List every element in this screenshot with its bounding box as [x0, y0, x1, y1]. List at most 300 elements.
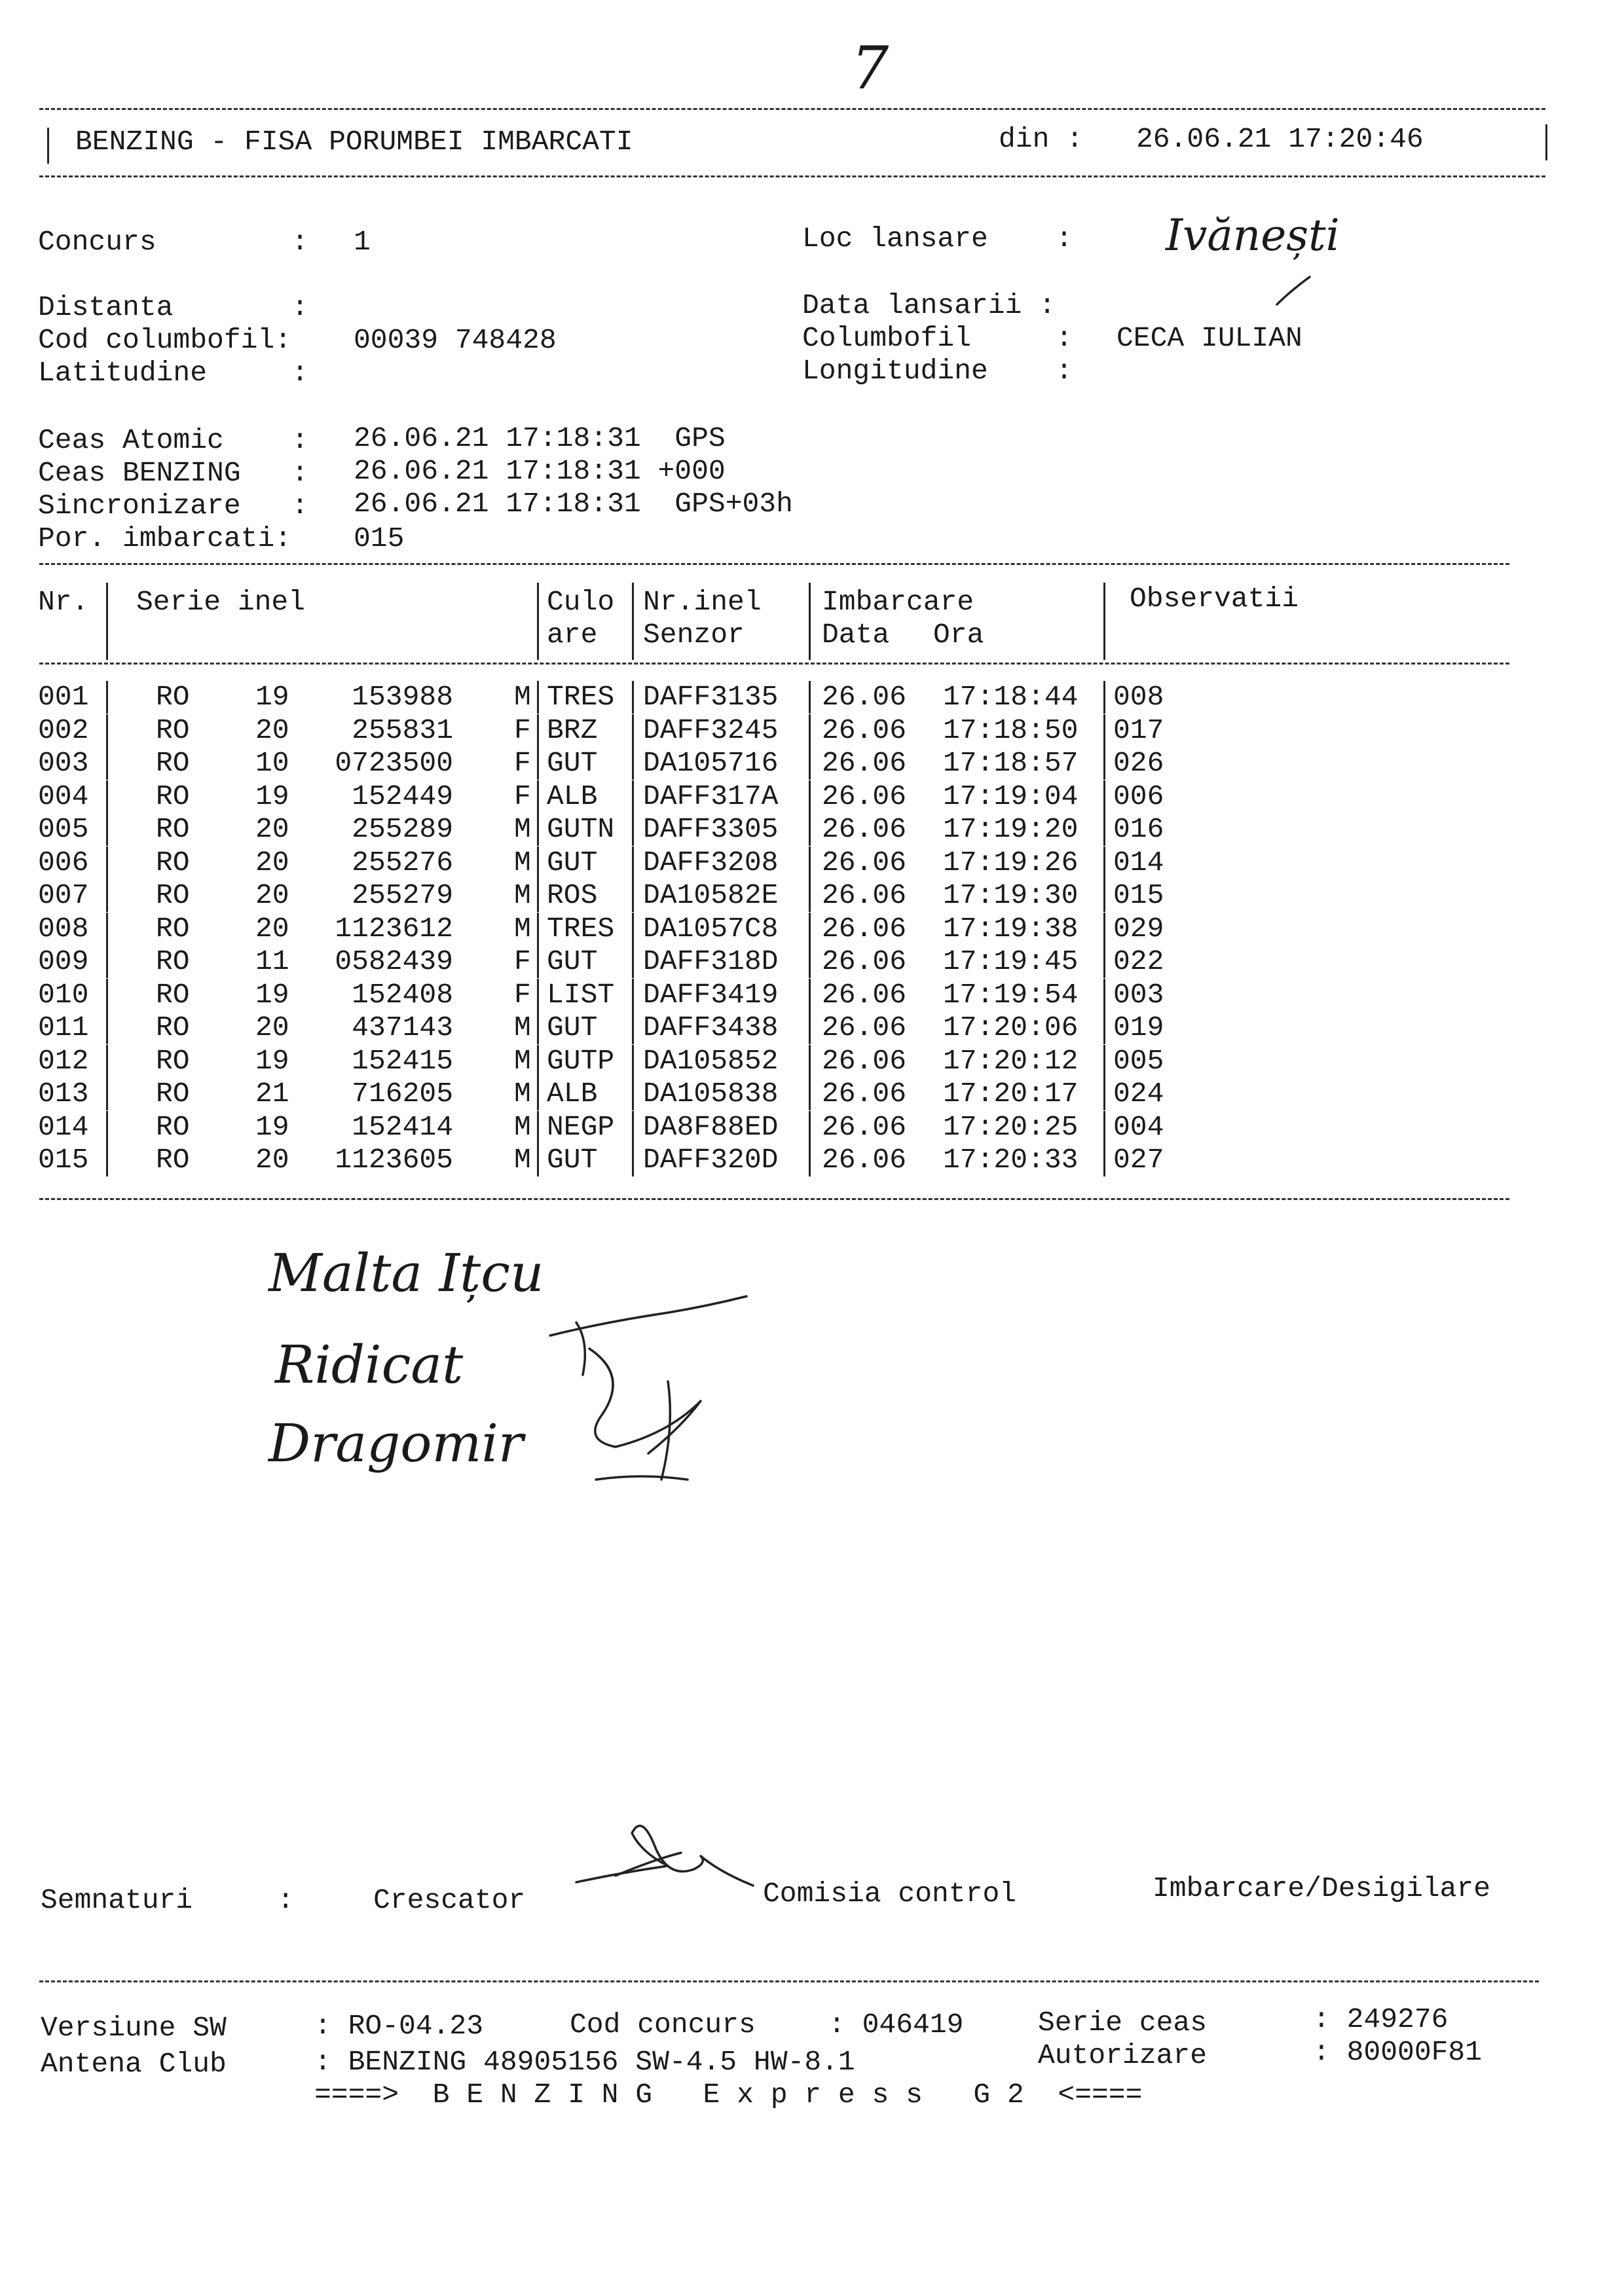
cell-an: 20: [255, 1144, 289, 1176]
cell-senzor: DAFF3438: [643, 1011, 779, 1044]
autorizare-label: Autorizare: [1038, 2039, 1208, 2071]
cell-sex: F: [514, 714, 531, 746]
cell-sep: [537, 1011, 539, 1044]
cell-sex: F: [514, 780, 531, 812]
cell-ora: 17:19:20: [943, 813, 1079, 845]
cell-sep: [632, 913, 634, 945]
cell-observatii: 016: [1113, 813, 1164, 845]
cell-observatii: 003: [1113, 978, 1164, 1011]
cell-sep: [537, 780, 539, 813]
table-border-bottom: [39, 1198, 1509, 1200]
header-serie-inel: Serie inel: [136, 586, 306, 618]
cell-senzor: DAFF3419: [643, 978, 779, 1011]
cell-sep: [1103, 945, 1105, 978]
cell-sep: [537, 747, 539, 780]
cell-sep: [106, 780, 108, 813]
cell-numar: 1123612: [335, 912, 453, 945]
cell-numar: 152449: [352, 780, 453, 812]
cell-sep: [106, 1078, 108, 1110]
cell-sep: [809, 681, 811, 714]
cell-ora: 17:20:12: [943, 1044, 1079, 1077]
cell-sep: [1103, 913, 1105, 945]
por-imbarcati-label: Por. imbarcati:: [38, 522, 292, 555]
cell-sep: [809, 1111, 811, 1144]
ceas-benzing-value: 26.06.21 17:18:31 +000: [354, 455, 726, 487]
cell-nr: 014: [38, 1110, 89, 1143]
cell-sep: [106, 1111, 108, 1144]
cell-numar: 152408: [352, 978, 453, 1011]
cell-data: 26.06: [822, 1044, 907, 1077]
cell-sep: [632, 879, 634, 912]
handwritten-tick-mark: [1270, 272, 1323, 311]
cell-tara: RO: [156, 1011, 190, 1044]
cell-sex: F: [514, 945, 531, 977]
header-ora: Ora: [933, 619, 984, 651]
cell-sep: [632, 780, 634, 813]
cell-nr: 013: [38, 1078, 89, 1110]
cell-numar: 255279: [352, 879, 453, 911]
document-title: BENZING - FISA PORUMBEI IMBARCATI: [75, 126, 633, 158]
cell-tara: RO: [156, 879, 190, 911]
cell-senzor: DAFF317A: [643, 780, 779, 812]
col-sep-2: [537, 583, 539, 660]
cell-sep: [809, 979, 811, 1011]
cell-senzor: DA1057C8: [643, 912, 779, 945]
cell-senzor: DAFF3305: [643, 813, 779, 845]
cell-sep: [632, 747, 634, 780]
cell-observatii: 026: [1113, 747, 1164, 779]
versiune-sw-label: Versiune SW: [41, 2012, 227, 2044]
cell-an: 20: [255, 912, 289, 945]
cell-senzor: DA105716: [643, 747, 779, 779]
cell-sex: M: [514, 912, 531, 945]
cell-data: 26.06: [822, 912, 907, 945]
cell-sep: [809, 714, 811, 747]
handwritten-note-line-2: Ridicat: [275, 1334, 464, 1395]
cell-tara: RO: [156, 780, 190, 812]
table-row: [0, 714, 1624, 747]
cell-sep: [632, 681, 634, 714]
ceas-atomic-value: 26.06.21 17:18:31 GPS: [354, 422, 726, 454]
header-data: Data: [822, 619, 890, 651]
cell-data: 26.06: [822, 1144, 907, 1176]
cell-sex: M: [514, 1110, 531, 1143]
cod-columbofil-value: 00039 748428: [354, 324, 557, 356]
cell-ora: 17:20:25: [943, 1110, 1079, 1143]
cell-observatii: 004: [1113, 1110, 1164, 1143]
cell-sep: [537, 1111, 539, 1144]
cod-concurs-value: : 046419: [828, 2009, 964, 2041]
cell-tara: RO: [156, 681, 190, 713]
cell-data: 26.06: [822, 714, 907, 746]
cell-tara: RO: [156, 1144, 190, 1176]
cell-sep: [1103, 747, 1105, 780]
col-sep-1: [106, 583, 108, 660]
table-row: [0, 1045, 1624, 1078]
cell-an: 11: [255, 945, 289, 977]
footer-separator: [39, 1980, 1539, 1982]
header-culoare-2: are: [547, 619, 598, 651]
cell-sex: M: [514, 1011, 531, 1044]
cell-data: 26.06: [822, 945, 907, 977]
cell-numar: 255276: [352, 846, 453, 879]
cell-numar: 0582439: [335, 945, 453, 977]
cell-sep: [809, 780, 811, 813]
cell-sep: [106, 813, 108, 846]
versiune-sw-value: : RO-04.23: [314, 2010, 484, 2042]
cell-sep: [1103, 847, 1105, 879]
header-imbarcare: Imbarcare: [822, 586, 974, 618]
cell-nr: 006: [38, 846, 89, 879]
col-sep-4: [809, 583, 811, 660]
cell-ora: 17:18:50: [943, 714, 1079, 746]
cell-nr: 004: [38, 780, 89, 812]
cell-data: 26.06: [822, 780, 907, 812]
cell-numar: 716205: [352, 1078, 453, 1110]
table-row: [0, 1078, 1624, 1110]
print-date-label: din :: [999, 123, 1084, 155]
semnaturi-label: Semnaturi :: [41, 1884, 295, 1916]
cell-tara: RO: [156, 912, 190, 945]
cell-sep: [632, 813, 634, 846]
cell-sep: [537, 813, 539, 846]
cell-data: 26.06: [822, 747, 907, 779]
cell-numar: 153988: [352, 681, 453, 713]
cell-data: 26.06: [822, 681, 907, 713]
print-date-value: 26.06.21 17:20:46: [1136, 123, 1424, 155]
cell-sep: [1103, 780, 1105, 813]
cell-nr: 005: [38, 813, 89, 845]
cell-senzor: DA105852: [643, 1044, 779, 1077]
cell-sep: [809, 1144, 811, 1176]
cell-sep: [632, 1078, 634, 1110]
cell-an: 19: [255, 780, 289, 812]
cell-data: 26.06: [822, 1110, 907, 1143]
cell-sep: [106, 1045, 108, 1078]
cell-nr: 015: [38, 1144, 89, 1176]
cod-columbofil-label: Cod columbofil:: [38, 324, 292, 356]
cell-ora: 17:19:04: [943, 780, 1079, 812]
cell-sep: [106, 1011, 108, 1044]
cell-tara: RO: [156, 747, 190, 779]
autorizare-value: : 80000F81: [1313, 2036, 1483, 2068]
cell-sep: [632, 945, 634, 978]
cell-culoare: GUT: [547, 1011, 598, 1044]
cell-an: 21: [255, 1078, 289, 1110]
col-sep-5: [1103, 583, 1105, 660]
cell-culoare: ALB: [547, 780, 598, 812]
concurs-label: Concurs :: [38, 226, 308, 258]
cell-sep: [632, 847, 634, 879]
cell-observatii: 017: [1113, 714, 1164, 746]
cell-sep: [537, 879, 539, 912]
cell-an: 10: [255, 747, 289, 779]
cell-sep: [632, 1011, 634, 1044]
cell-senzor: DA10582E: [643, 879, 779, 911]
handwritten-note-line-3: Dragomir: [268, 1413, 524, 1474]
cell-sep: [632, 979, 634, 1011]
cell-culoare: TRES: [547, 681, 615, 713]
cell-numar: 152415: [352, 1044, 453, 1077]
cell-sep: [1103, 1111, 1105, 1144]
cell-sep: [1103, 1144, 1105, 1176]
cell-tara: RO: [156, 1110, 190, 1143]
cell-observatii: 015: [1113, 879, 1164, 911]
cell-sex: M: [514, 846, 531, 879]
cell-an: 19: [255, 681, 289, 713]
header-border-bottom: [39, 175, 1545, 177]
handwritten-signature-stamp: [537, 1283, 760, 1506]
cell-ora: 17:19:45: [943, 945, 1079, 977]
cell-senzor: DAFF3208: [643, 846, 779, 879]
cell-sex: M: [514, 681, 531, 713]
concurs-value: 1: [354, 226, 371, 258]
cell-senzor: DAFF3245: [643, 714, 779, 746]
cell-sep: [809, 1078, 811, 1110]
cell-sep: [632, 714, 634, 747]
cell-culoare: TRES: [547, 912, 615, 945]
table-row: [0, 979, 1624, 1011]
benzing-express-banner: ====> B E N Z I N G E x p r e s s G 2 <====: [314, 2079, 1143, 2111]
cell-observatii: 022: [1113, 945, 1164, 977]
cell-sex: F: [514, 747, 531, 779]
page-number: 7: [851, 34, 889, 103]
table-row: [0, 1144, 1624, 1176]
cell-ora: 17:19:30: [943, 879, 1079, 911]
cell-culoare: GUT: [547, 945, 598, 977]
cell-sep: [1103, 714, 1105, 747]
cell-sep: [537, 1078, 539, 1110]
cell-nr: 008: [38, 912, 89, 945]
cell-culoare: LIST: [547, 978, 615, 1011]
table-row: [0, 879, 1624, 912]
cell-sex: M: [514, 1078, 531, 1110]
table-row: [0, 813, 1624, 846]
comisia-control-label: Comisia control: [763, 1878, 1017, 1910]
cell-sex: M: [514, 1044, 531, 1077]
sincronizare-label: Sincronizare :: [38, 490, 308, 522]
cell-data: 26.06: [822, 813, 907, 845]
cell-senzor: DAFF320D: [643, 1144, 779, 1176]
cell-an: 19: [255, 1044, 289, 1077]
cell-data: 26.06: [822, 846, 907, 879]
crescator-signature: [570, 1807, 766, 1905]
cell-senzor: DA105838: [643, 1078, 779, 1110]
table-row: [0, 681, 1624, 714]
latitudine-label: Latitudine :: [38, 357, 308, 389]
header-senzor-1: Nr.inel: [643, 586, 762, 618]
data-lansarii-label: Data lansarii :: [802, 289, 1056, 321]
table-row: [0, 747, 1624, 780]
cell-sep: [106, 945, 108, 978]
loc-lansare-handwritten: Ivănești: [1166, 210, 1340, 261]
cell-data: 26.06: [822, 978, 907, 1011]
table-border-top: [39, 563, 1509, 565]
cell-observatii: 006: [1113, 780, 1164, 812]
cell-observatii: 024: [1113, 1078, 1164, 1110]
table-row: [0, 945, 1624, 978]
cell-culoare: NEGP: [547, 1110, 615, 1143]
columbofil-label: Columbofil :: [802, 322, 1073, 354]
handwritten-note-line-1: Malta Ițcu: [268, 1243, 544, 1303]
cell-ora: 17:18:44: [943, 681, 1079, 713]
cell-sep: [1103, 813, 1105, 846]
cell-nr: 002: [38, 714, 89, 746]
cell-sep: [809, 945, 811, 978]
loc-lansare-label: Loc lansare :: [802, 223, 1073, 255]
cell-sep: [106, 1144, 108, 1176]
cell-an: 19: [255, 1110, 289, 1143]
col-sep-3: [632, 583, 634, 660]
cell-tara: RO: [156, 813, 190, 845]
cell-nr: 009: [38, 945, 89, 977]
antena-club-label: Antena Club: [41, 2048, 227, 2080]
cell-sep: [106, 847, 108, 879]
cell-observatii: 014: [1113, 846, 1164, 879]
cell-tara: RO: [156, 1044, 190, 1077]
cell-sep: [1103, 979, 1105, 1011]
cell-nr: 001: [38, 681, 89, 713]
cell-sep: [1103, 681, 1105, 714]
cell-numar: 0723500: [335, 747, 453, 779]
cell-culoare: GUT: [547, 1144, 598, 1176]
cell-ora: 17:18:57: [943, 747, 1079, 779]
cell-culoare: GUTP: [547, 1044, 615, 1077]
table-row: [0, 913, 1624, 945]
cell-ora: 17:20:33: [943, 1144, 1079, 1176]
cell-sep: [537, 847, 539, 879]
cell-sep: [106, 714, 108, 747]
cell-sep: [809, 1045, 811, 1078]
cell-nr: 003: [38, 747, 89, 779]
cell-tara: RO: [156, 714, 190, 746]
cell-senzor: DA8F88ED: [643, 1110, 779, 1143]
columbofil-value: CECA IULIAN: [1116, 322, 1302, 354]
header-border-left: [47, 128, 49, 164]
table-header-separator: [39, 663, 1509, 665]
cell-tara: RO: [156, 846, 190, 879]
cell-data: 26.06: [822, 1078, 907, 1110]
serie-ceas-label: Serie ceas: [1038, 2007, 1208, 2039]
cell-ora: 17:19:38: [943, 912, 1079, 945]
cell-sex: F: [514, 978, 531, 1011]
cell-sep: [537, 714, 539, 747]
cell-sep: [537, 1045, 539, 1078]
cell-tara: RO: [156, 945, 190, 977]
cell-sep: [106, 913, 108, 945]
cell-culoare: GUT: [547, 747, 598, 779]
cell-culoare: GUTN: [547, 813, 615, 845]
header-senzor-2: Senzor: [643, 619, 745, 651]
cell-an: 20: [255, 846, 289, 879]
cell-ora: 17:20:17: [943, 1078, 1079, 1110]
antena-club-value: : BENZING 48905156 SW-4.5 HW-8.1: [314, 2046, 855, 2078]
cell-culoare: ROS: [547, 879, 598, 911]
cell-sep: [632, 1144, 634, 1176]
header-border-top: [39, 108, 1545, 110]
cell-sep: [809, 747, 811, 780]
cell-ora: 17:20:06: [943, 1011, 1079, 1044]
cell-sep: [537, 979, 539, 1011]
cell-sep: [537, 681, 539, 714]
table-row: [0, 1111, 1624, 1144]
cell-numar: 255289: [352, 813, 453, 845]
cell-sep: [809, 813, 811, 846]
cell-sep: [537, 945, 539, 978]
por-imbarcati-value: 015: [354, 522, 405, 555]
cell-data: 26.06: [822, 879, 907, 911]
cell-an: 19: [255, 978, 289, 1011]
serie-ceas-value: : 249276: [1313, 2003, 1449, 2035]
cell-culoare: ALB: [547, 1078, 598, 1110]
cell-sep: [106, 747, 108, 780]
cell-sep: [106, 879, 108, 912]
header-border-right: [1545, 124, 1547, 160]
cell-tara: RO: [156, 1078, 190, 1110]
cell-numar: 255831: [352, 714, 453, 746]
cell-numar: 1123605: [335, 1144, 453, 1176]
cell-ora: 17:19:54: [943, 978, 1079, 1011]
cell-nr: 010: [38, 978, 89, 1011]
cell-an: 20: [255, 1011, 289, 1044]
cell-sep: [106, 979, 108, 1011]
cell-sep: [106, 681, 108, 714]
cell-observatii: 029: [1113, 912, 1164, 945]
distanta-label: Distanta :: [38, 291, 308, 323]
header-observatii: Observatii: [1130, 583, 1299, 615]
ceas-atomic-label: Ceas Atomic :: [38, 424, 308, 456]
cell-ora: 17:19:26: [943, 846, 1079, 879]
cell-nr: 011: [38, 1011, 89, 1044]
cell-tara: RO: [156, 978, 190, 1011]
longitudine-label: Longitudine :: [802, 355, 1073, 387]
cell-sep: [809, 913, 811, 945]
cell-sep: [1103, 1011, 1105, 1044]
cell-sep: [809, 1011, 811, 1044]
table-row: [0, 780, 1624, 813]
cell-observatii: 019: [1113, 1011, 1164, 1044]
cell-sex: M: [514, 879, 531, 911]
header-nr: Nr.: [38, 586, 89, 618]
cell-an: 20: [255, 813, 289, 845]
imbarcare-desigilare-label: Imbarcare/Desigilare: [1153, 1872, 1491, 1904]
cell-nr: 007: [38, 879, 89, 911]
cell-sep: [537, 913, 539, 945]
table-row: [0, 847, 1624, 879]
header-culoare-1: Culo: [547, 586, 615, 618]
cell-numar: 152414: [352, 1110, 453, 1143]
cell-sep: [809, 879, 811, 912]
cell-senzor: DAFF3135: [643, 681, 779, 713]
cell-sep: [1103, 1078, 1105, 1110]
cell-data: 26.06: [822, 1011, 907, 1044]
cell-culoare: BRZ: [547, 714, 598, 746]
cell-observatii: 008: [1113, 681, 1164, 713]
cell-sex: M: [514, 1144, 531, 1176]
cell-sep: [1103, 1045, 1105, 1078]
cell-an: 20: [255, 714, 289, 746]
sincronizare-value: 26.06.21 17:18:31 GPS+03h: [354, 488, 793, 520]
crescator-label: Crescator: [373, 1884, 526, 1916]
cell-observatii: 027: [1113, 1144, 1164, 1176]
cod-concurs-label: Cod concurs: [570, 2009, 756, 2041]
cell-nr: 012: [38, 1044, 89, 1077]
cell-an: 20: [255, 879, 289, 911]
cell-sep: [809, 847, 811, 879]
cell-sep: [1103, 879, 1105, 912]
table-row: [0, 1011, 1624, 1044]
cell-sep: [537, 1144, 539, 1176]
